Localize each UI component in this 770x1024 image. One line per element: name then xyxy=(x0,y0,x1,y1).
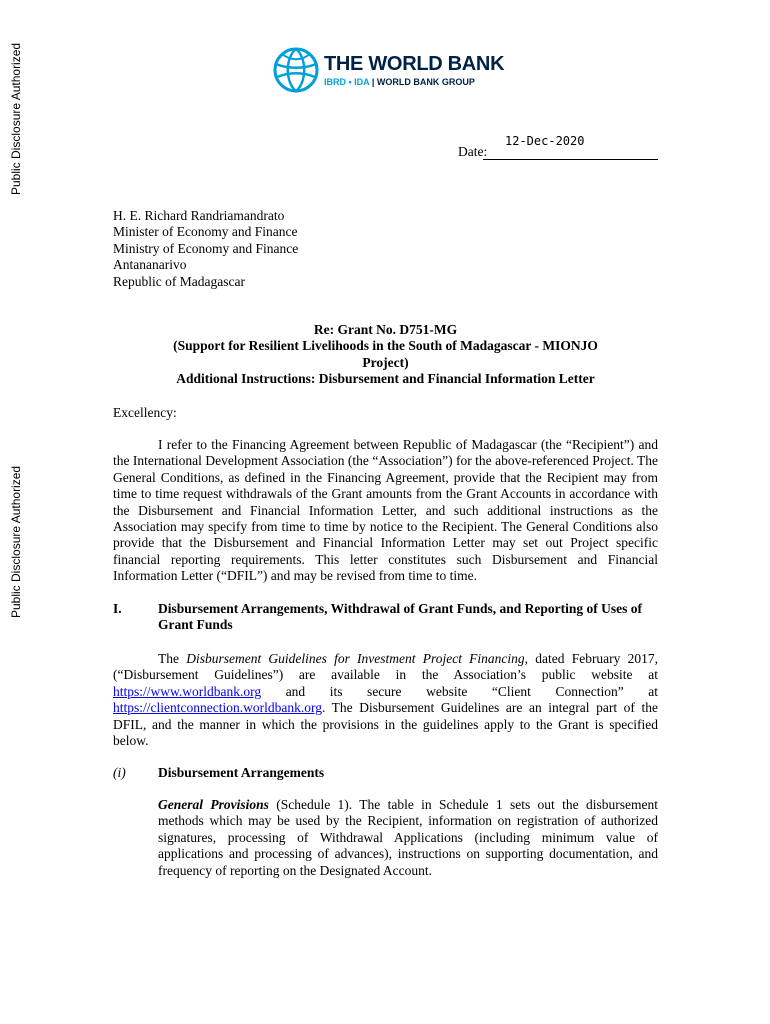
text-run: The xyxy=(158,651,187,666)
date-label: Date: xyxy=(458,144,488,159)
intro-paragraph: I refer to the Financing Agreement between Republic of Madagascar (the “Recipient”) and the International Development Association (the “Association”) for the above-referenced Project. The General Conditions, as defined in the Financing Agreement, provide that the Recipient may from time to time request withdrawals of the Grant amounts from the Grant Accounts in accordance with the Disbursement and Financial Information Letter, and such additional instructions as the Association may specify from time to time by notice to the Recipient. The General Conditions also provide that the Disbursement and Financial Information Letter may set out Project specific financial reporting requirements. This letter constitutes such Disbursement and Financial Information Letter (“DFIL”) and may be revised from time to time. xyxy=(113,437,658,584)
date-value: 12-Dec-2020 xyxy=(505,134,585,148)
logo-title: THE WORLD BANK xyxy=(324,52,505,75)
text-run: (Schedule 1). The table in Schedule 1 sets out the disbursement methods which may be used by the Recipient, information on registration of authorized signatures, processing of Withdrawal Applications (including minimum value of applications and processing of advances), instructions on supporting documentation, and frequency of reporting on the Designated Account. xyxy=(158,797,658,878)
logo-separator: | xyxy=(369,76,377,87)
subject-line: (Support for Resilient Livelihoods in the South of Madagascar - MIONJO xyxy=(173,338,598,354)
section-number: I. xyxy=(113,601,122,616)
text-run: . The Disbursement Guidelines are an integral part of the DFIL, and the manner in which the provisions in the guidelines apply to the Grant is specified below. xyxy=(113,700,658,749)
subsection-number: (i) xyxy=(113,765,126,780)
general-provisions-paragraph xyxy=(158,797,658,879)
general-provisions-lead: General Provisions xyxy=(158,797,269,812)
date-underline xyxy=(483,159,658,160)
world-bank-logo xyxy=(271,44,504,96)
disclosure-label-top: Public Disclosure Authorized xyxy=(9,42,23,195)
subject-line: Additional Instructions: Disbursement and Financial Information Letter xyxy=(176,371,595,387)
address-line: Republic of Madagascar xyxy=(113,273,245,289)
text-run: dated February 2017, (“Disbursement Guidelines”) are available in the Association’s public website at xyxy=(113,651,658,683)
logo-ibrd-ida: IBRD • IDA xyxy=(324,76,370,87)
address-line: Minister of Economy and Finance xyxy=(113,224,298,240)
address-line: Ministry of Economy and Finance xyxy=(113,240,299,256)
client-connection-link[interactable]: https://clientconnection.worldbank.org xyxy=(113,700,322,716)
worldbank-link[interactable]: https://www.worldbank.org xyxy=(113,683,262,699)
globe-icon xyxy=(271,45,321,95)
subject-block xyxy=(113,322,658,388)
subsection-title: Disbursement Arrangements xyxy=(158,765,325,780)
recipient-address xyxy=(113,208,658,290)
subject-line: Re: Grant No. D751-MG xyxy=(313,322,458,337)
address-line: Antananarivo xyxy=(113,257,187,273)
subject-line: Project) xyxy=(362,354,409,370)
disclosure-label-bottom: Public Disclosure Authorized xyxy=(9,465,23,618)
address-line: H. E. Richard Randriamandrato xyxy=(113,208,285,223)
salutation: Excellency: xyxy=(113,405,177,420)
text-run: and its secure website “Client Connection” at xyxy=(261,683,658,699)
logo-group: WORLD BANK GROUP xyxy=(376,76,475,87)
logo-subtitle xyxy=(324,76,504,88)
guidelines-paragraph xyxy=(113,651,658,749)
section-title: Disbursement Arrangements, Withdrawal of Grant Funds, and Reporting of Uses of Grant Funds xyxy=(158,601,643,633)
guidelines-title: Disbursement Guidelines for Investment Project Financing, xyxy=(186,651,529,666)
